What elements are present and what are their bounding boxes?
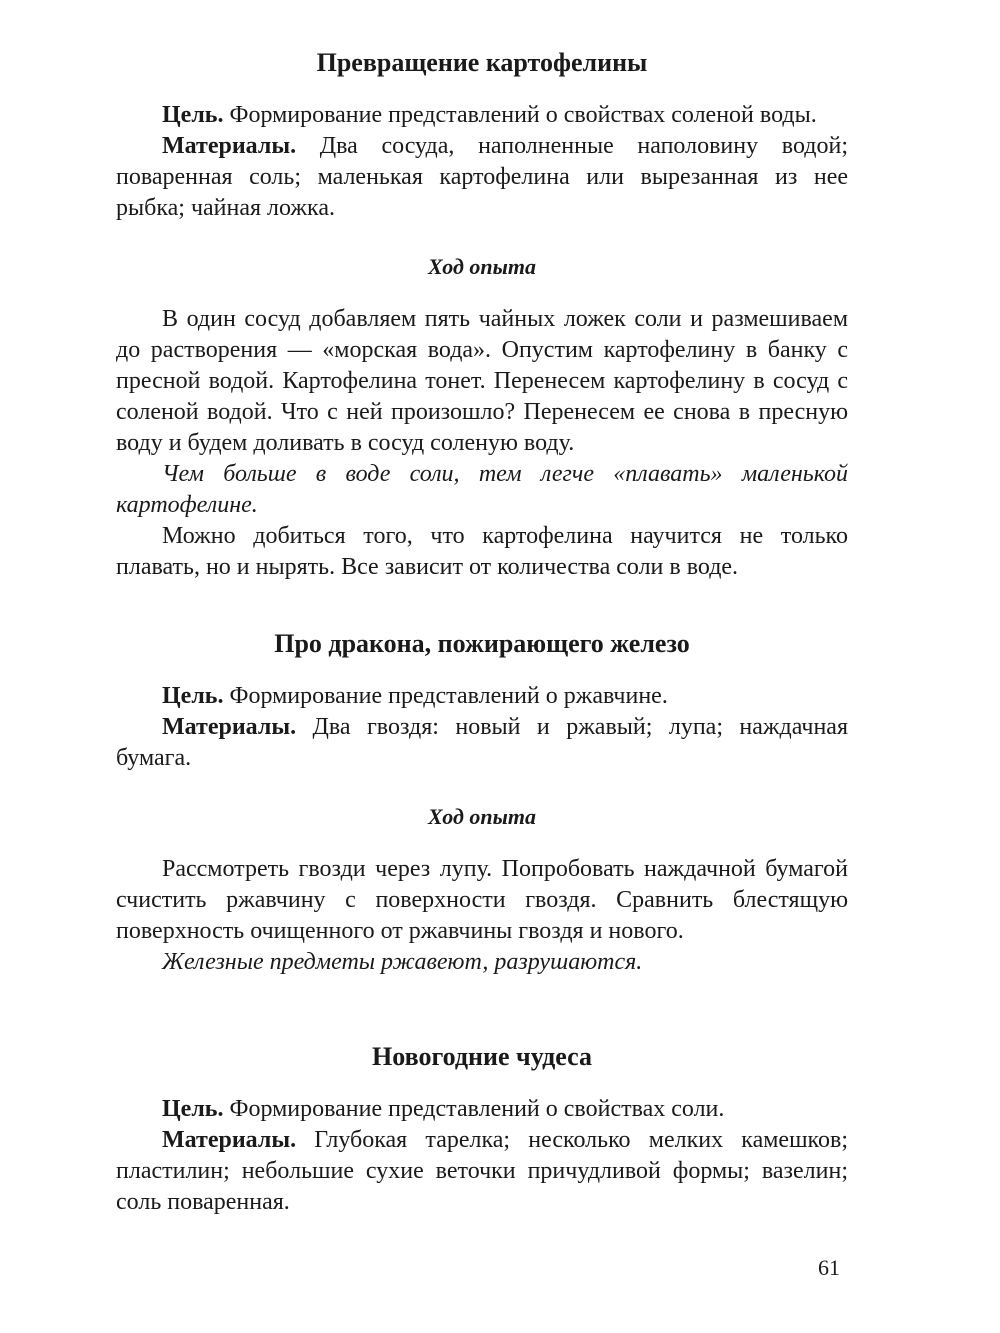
section-new-year	[116, 1040, 848, 1218]
page-content	[116, 46, 848, 1218]
conclusion-text: Чем больше в воде соли, тем легче «плавать» маленькой картофелине.	[116, 461, 848, 518]
extra-text: Можно добиться того, что картофелина научится не только плавать, но и нырять. Все зависит от количества соли в воде.	[116, 523, 848, 580]
goal-paragraph	[116, 1094, 848, 1125]
materials-label: Материалы.	[162, 1127, 297, 1153]
materials-paragraph	[116, 1125, 848, 1218]
materials-paragraph	[116, 131, 848, 224]
goal-label: Цель.	[162, 683, 224, 709]
materials-label: Материалы.	[162, 714, 297, 740]
section-title: Превращение картофелины	[316, 48, 648, 77]
goal-label: Цель.	[162, 1096, 224, 1122]
goal-text: Формирование представлений о свойствах соли.	[223, 1096, 725, 1122]
page-number: 61	[818, 1255, 840, 1280]
section-potato	[116, 46, 848, 583]
procedure-heading: Ход опыта	[428, 804, 536, 829]
materials-paragraph	[116, 712, 848, 774]
goal-paragraph	[116, 100, 848, 131]
materials-text: Два сосуда, наполненные наполовину водой; поваренная соль; маленькая картофелина или вырезанная из нее рыбка; чайная ложка.	[116, 133, 848, 221]
section-title: Новогодние чудеса	[372, 1042, 592, 1071]
procedure-text: В один сосуд добавляем пять чайных ложек соли и размешиваем до растворения — «морская вода». Опустим картофелину в банку с пресной водой. Картофелина тонет. Перенесем картофелину в сосуд с соленой водой. Что с ней произошло? Перенесем ее снова в пресную воду и будем доливать в сосуд соленую воду.	[116, 306, 848, 456]
section-title: Про дракона, пожирающего железо	[274, 629, 690, 658]
section-dragon	[116, 627, 848, 978]
goal-text: Формирование представлений о свойствах соленой воды.	[223, 102, 817, 128]
materials-label: Материалы.	[162, 133, 297, 159]
procedure-text: Рассмотреть гвозди через лупу. Попробовать наждачной бумагой счистить ржавчину с поверхности гвоздя. Сравнить блестящую поверхность очищенного от ржавчины гвоздя и нового.	[116, 856, 848, 944]
materials-text: Глубокая тарелка; несколько мелких камешков; пластилин; небольшие сухие веточки причудливой формы; вазелин; соль поваренная.	[116, 1127, 848, 1215]
goal-text: Формирование представлений о ржавчине.	[223, 683, 668, 709]
goal-paragraph	[116, 681, 848, 712]
materials-text: Два гвоздя: новый и ржавый; лупа; наждачная бумага.	[116, 714, 848, 771]
goal-label: Цель.	[162, 102, 224, 128]
procedure-heading: Ход опыта	[428, 254, 536, 279]
conclusion-text: Железные предметы ржавеют, разрушаются.	[162, 949, 643, 975]
